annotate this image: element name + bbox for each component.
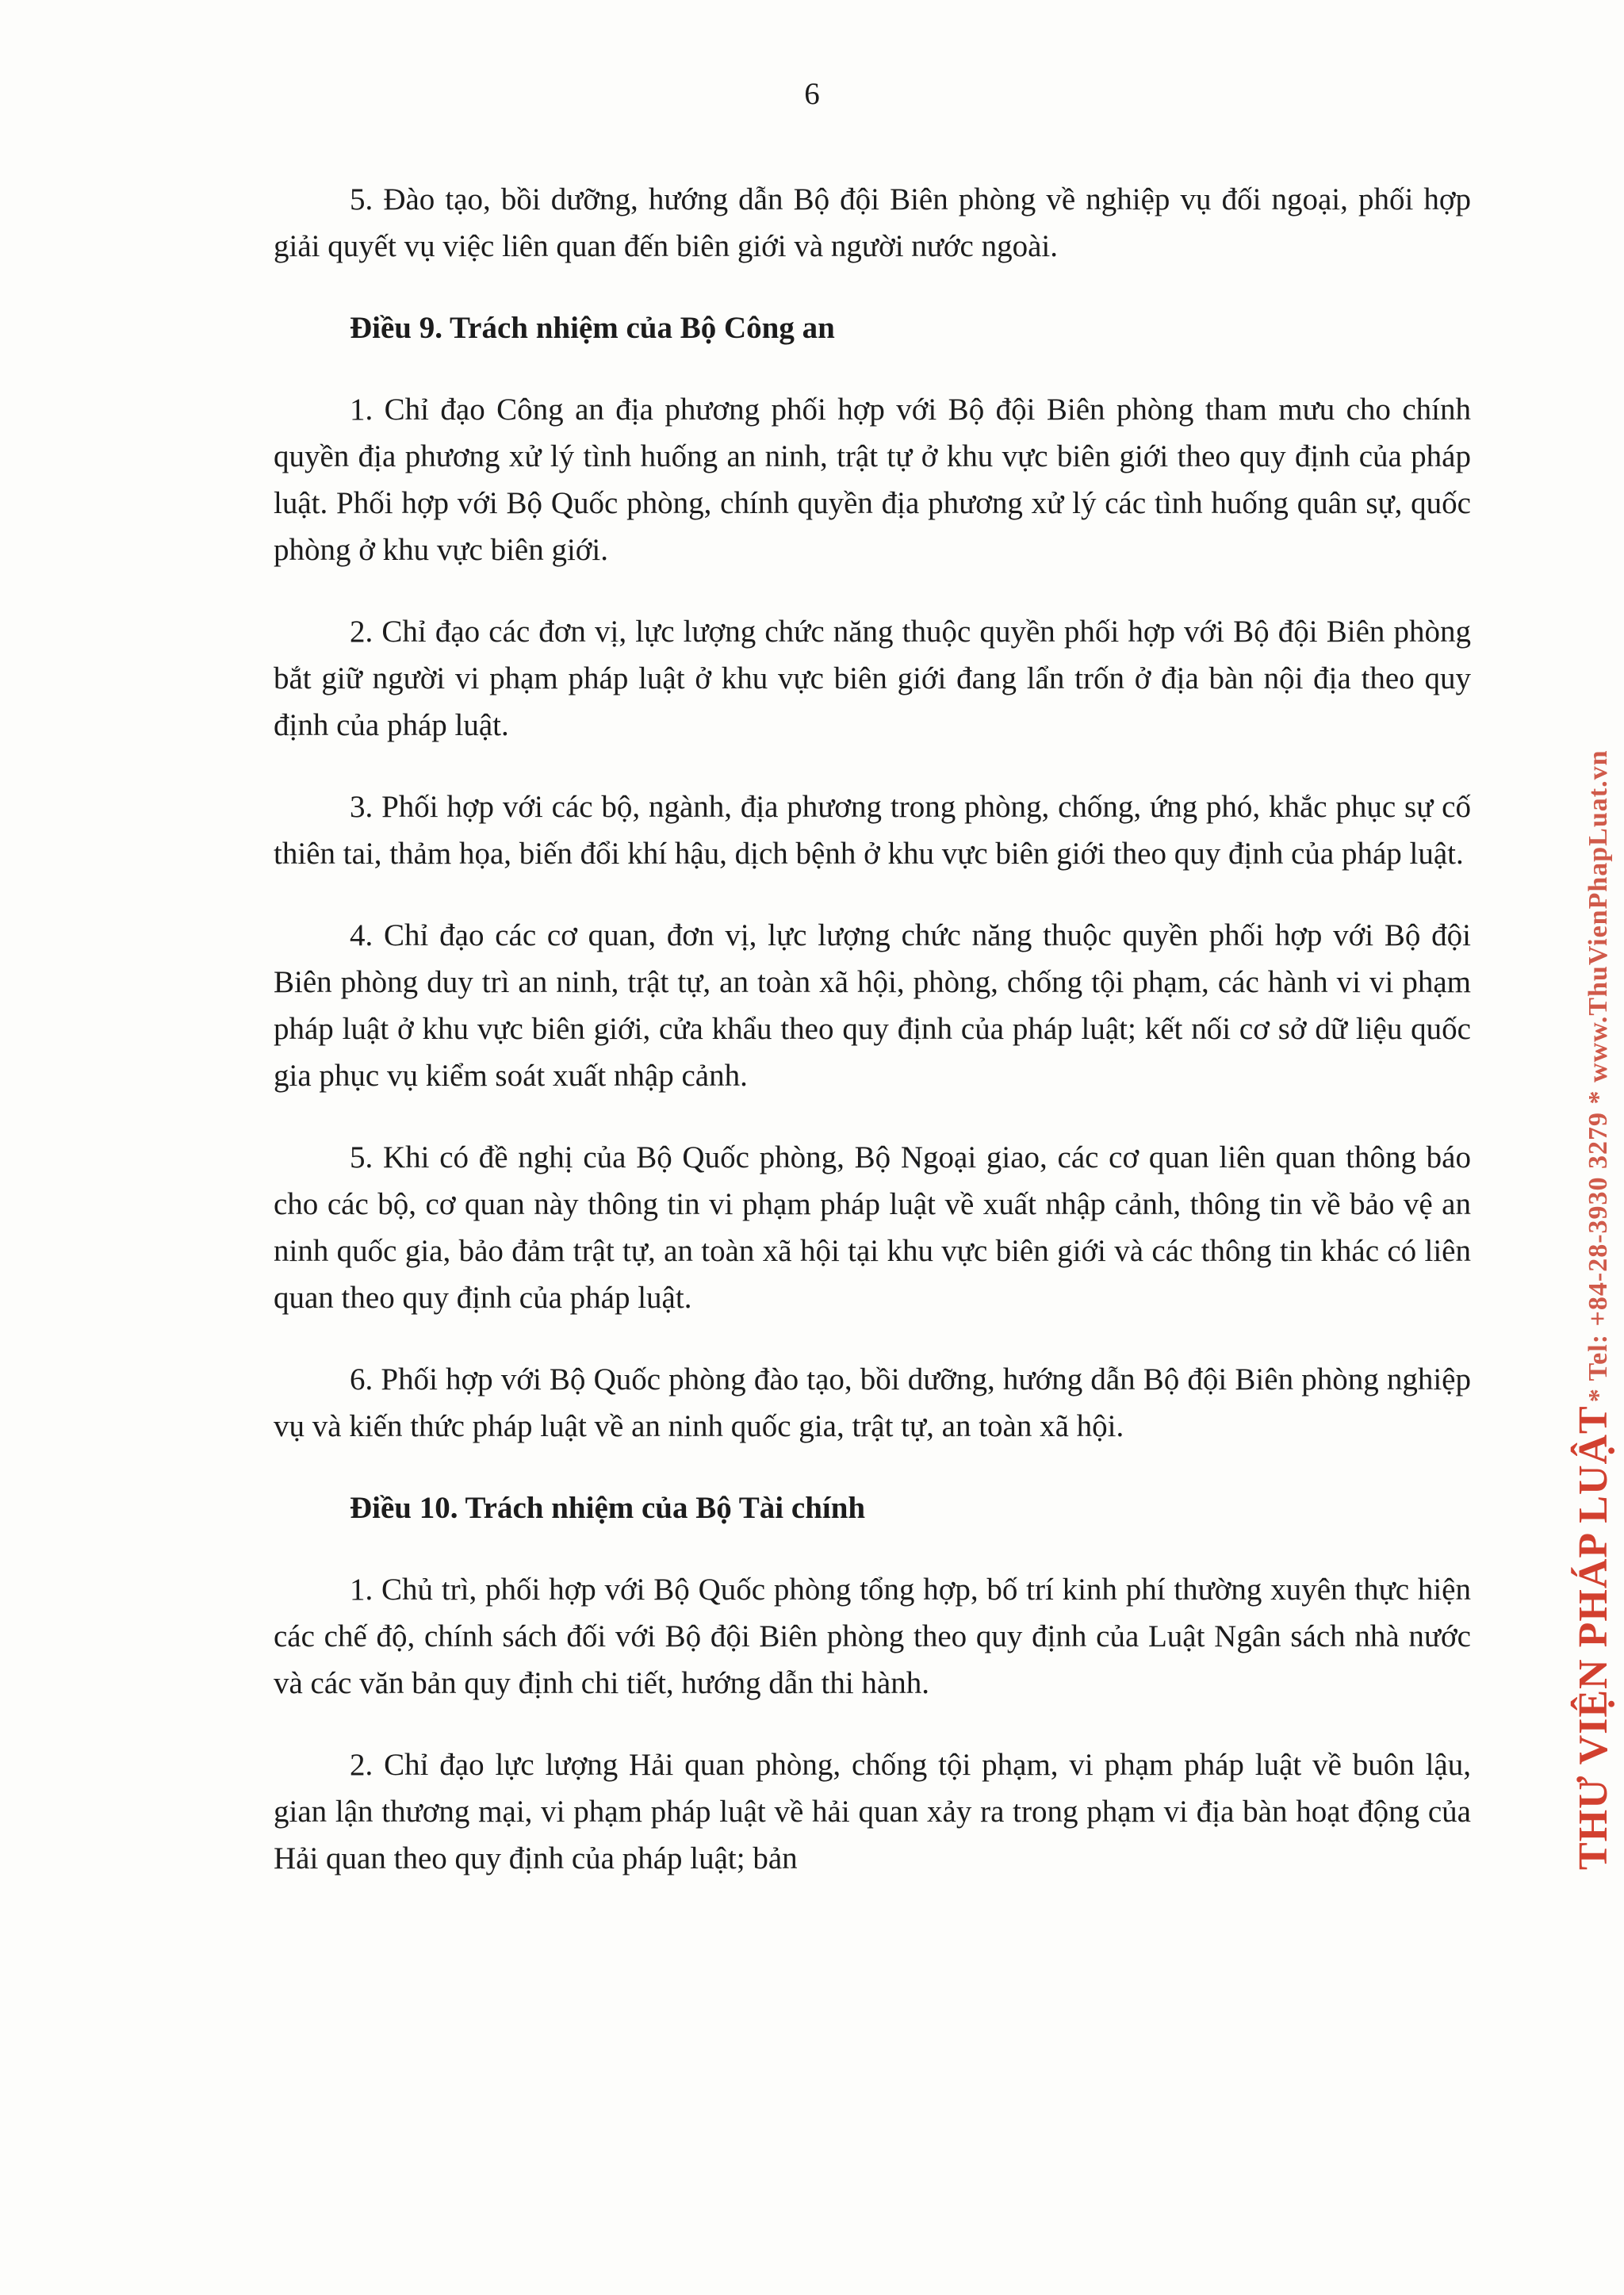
paragraph-10-2: 2. Chỉ đạo lực lượng Hải quan phòng, chống tội phạm, vi phạm pháp luật về buôn lậu, gian lận thương mại, vi phạm pháp luật về hải quan xảy ra trong phạm vi địa bàn hoạt động của Hải quan theo quy định của pháp luật; bản bbox=[274, 1748, 1471, 1875]
paragraph-9-3: 3. Phối hợp với các bộ, ngành, địa phương trong phòng, chống, ứng phó, khắc phục sự cố thiên tai, thảm họa, biến đổi khí hậu, dịch bệnh ở khu vực biên giới theo quy định của pháp luật. bbox=[274, 790, 1471, 871]
paragraph-10-1: 1. Chủ trì, phối hợp với Bộ Quốc phòng tổng hợp, bố trí kinh phí thường xuyên thực hiện các chế độ, chính sách đối với Bộ đội Biên phòng theo quy định của Luật Ngân sách nhà nước và các văn bản quy định chi tiết, hướng dẫn thi hành. bbox=[274, 1573, 1471, 1700]
paragraph-9-1: 1. Chỉ đạo Công an địa phương phối hợp với Bộ đội Biên phòng tham mưu cho chính quyền địa phương xử lý tình huống an ninh, trật tự ở khu vực biên giới theo quy định của pháp luật. Phối hợp với Bộ Quốc phòng, chính quyền địa phương xử lý các tình huống quân sự, quốc phòng ở khu vực biên giới. bbox=[274, 393, 1471, 567]
watermark-contact: * Tel: +84-28-3930 3279 * www.ThuVienPhapLuat.vn bbox=[1584, 749, 1613, 1403]
paragraph-9-2: 2. Chỉ đạo các đơn vị, lực lượng chức năng thuộc quyền phối hợp với Bộ đội Biên phòng bắt giữ người vi phạm pháp luật ở khu vực biên giới đang lẩn trốn ở địa bàn nội địa theo quy định của pháp luật. bbox=[274, 615, 1471, 742]
paragraph-9-6: 6. Phối hợp với Bộ Quốc phòng đào tạo, bồi dưỡng, hướng dẫn Bộ đội Biên phòng nghiệp vụ và kiến thức pháp luật về an ninh quốc gia, trật tự, an toàn xã hội. bbox=[274, 1362, 1471, 1443]
watermark-brand: THƯ VIỆN PHÁP LUẬT bbox=[1571, 1405, 1616, 1870]
page-number: 6 bbox=[804, 77, 820, 111]
article-9-heading: Điều 9. Trách nhiệm của Bộ Công an bbox=[350, 311, 835, 345]
paragraph-9-4: 4. Chỉ đạo các cơ quan, đơn vị, lực lượng chức năng thuộc quyền phối hợp với Bộ đội Biên phòng duy trì an ninh, trật tự, an toàn xã hội, phòng, chống tội phạm, các hành vi vi phạm pháp luật ở khu vực biên giới, cửa khẩu theo quy định của pháp luật; kết nối cơ sở dữ liệu quốc gia phục vụ kiểm soát xuất nhập cảnh. bbox=[274, 918, 1471, 1093]
paragraph-9-5: 5. Khi có đề nghị của Bộ Quốc phòng, Bộ Ngoại giao, các cơ quan liên quan thông báo cho các bộ, cơ quan này thông tin vi phạm pháp luật về xuất nhập cảnh, thông tin về bảo vệ an ninh quốc gia, bảo đảm trật tự, an toàn xã hội tại khu vực biên giới và các thông tin khác có liên quan theo quy định của pháp luật. bbox=[274, 1140, 1471, 1315]
document-body bbox=[274, 176, 1471, 1917]
paragraph-8-5: 5. Đào tạo, bồi dưỡng, hướng dẫn Bộ đội Biên phòng về nghiệp vụ đối ngoại, phối hợp giải quyết vụ việc liên quan đến biên giới và người nước ngoài. bbox=[274, 182, 1471, 263]
article-10-heading: Điều 10. Trách nhiệm của Bộ Tài chính bbox=[350, 1491, 866, 1525]
watermark bbox=[1570, 458, 1618, 1870]
